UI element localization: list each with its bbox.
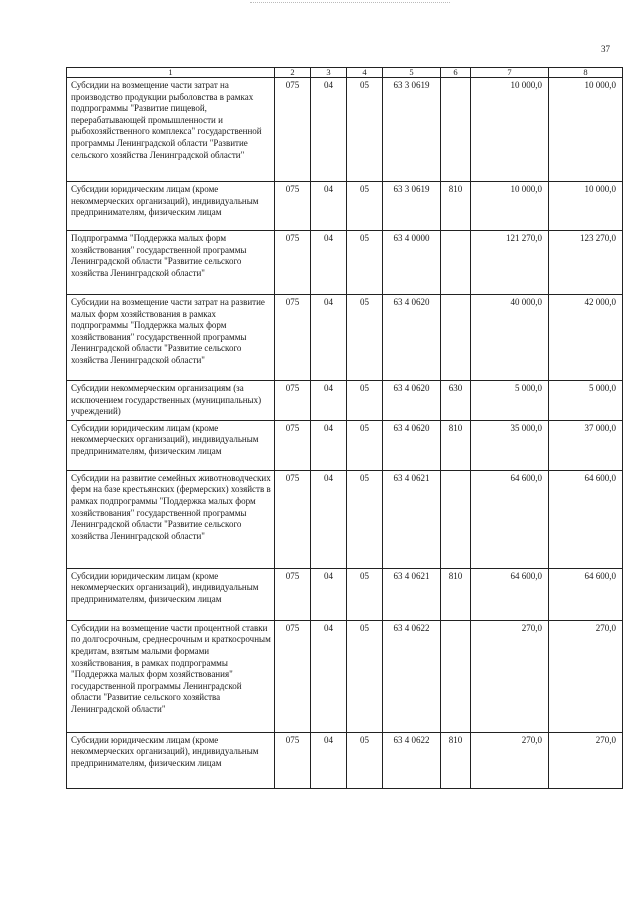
row-subsection: 05	[347, 78, 383, 182]
row-admin-code: 075	[275, 420, 311, 470]
row-amount-2: 64 600,0	[549, 568, 623, 620]
row-admin-code: 075	[275, 295, 311, 381]
row-subsection: 05	[347, 295, 383, 381]
row-amount-2: 10 000,0	[549, 182, 623, 231]
row-amount-2: 270,0	[549, 620, 623, 732]
budget-table	[66, 67, 623, 789]
row-name: Подпрограмма "Поддержка малых форм хозяйствования" государственной программы Ленинградской области "Развитие сельского хозяйства Ленинградской области"	[67, 231, 275, 295]
budget-table-container	[66, 67, 623, 789]
row-amount-2: 123 270,0	[549, 231, 623, 295]
row-name: Субсидии на возмещение части затрат на развитие малых форм хозяйствования в рамках подпрограммы "Поддержка малых форм хозяйствования" государственной программы Ленинградской области "Развитие сельского хозяйства Ленинградской области"	[67, 295, 275, 381]
row-subsection: 05	[347, 732, 383, 788]
row-amount-1: 5 000,0	[471, 381, 549, 421]
row-expense-type	[441, 470, 471, 568]
row-name: Субсидии на возмещение части затрат на производство продукции рыболовства в рамках подпрограммы "Развитие пищевой, перерабатывающей промышленности и рыбохозяйственного комплекса" государственной программы Ленинградской области "Развитие сельского хозяйства Ленинградской области"	[67, 78, 275, 182]
row-expense-type	[441, 231, 471, 295]
table-row	[67, 295, 623, 381]
row-target-article: 63 3 0619	[383, 78, 441, 182]
table-row	[67, 470, 623, 568]
row-amount-2: 10 000,0	[549, 78, 623, 182]
row-amount-2: 64 600,0	[549, 470, 623, 568]
table-row	[67, 381, 623, 421]
row-amount-1: 35 000,0	[471, 420, 549, 470]
row-target-article: 63 4 0620	[383, 420, 441, 470]
row-target-article: 63 3 0619	[383, 182, 441, 231]
row-subsection: 05	[347, 381, 383, 421]
row-target-article: 63 4 0620	[383, 295, 441, 381]
row-amount-1: 40 000,0	[471, 295, 549, 381]
header-col-6: 6	[441, 68, 471, 78]
row-expense-type	[441, 295, 471, 381]
table-row	[67, 182, 623, 231]
row-amount-2: 5 000,0	[549, 381, 623, 421]
row-amount-2: 37 000,0	[549, 420, 623, 470]
row-target-article: 63 4 0622	[383, 732, 441, 788]
row-subsection: 05	[347, 470, 383, 568]
header-col-2: 2	[275, 68, 311, 78]
row-expense-type: 630	[441, 381, 471, 421]
row-amount-2: 42 000,0	[549, 295, 623, 381]
row-target-article: 63 4 0621	[383, 568, 441, 620]
row-expense-type	[441, 620, 471, 732]
row-amount-1: 10 000,0	[471, 182, 549, 231]
row-admin-code: 075	[275, 620, 311, 732]
row-section: 04	[311, 420, 347, 470]
row-section: 04	[311, 381, 347, 421]
row-admin-code: 075	[275, 231, 311, 295]
table-row	[67, 231, 623, 295]
row-amount-2: 270,0	[549, 732, 623, 788]
table-row	[67, 732, 623, 788]
row-name: Субсидии юридическим лицам (кроме некоммерческих организаций), индивидуальным предпринимателям, физическим лицам	[67, 732, 275, 788]
row-subsection: 05	[347, 568, 383, 620]
row-target-article: 63 4 0622	[383, 620, 441, 732]
row-name: Субсидии юридическим лицам (кроме некоммерческих организаций), индивидуальным предпринимателям, физическим лицам	[67, 420, 275, 470]
row-target-article: 63 4 0621	[383, 470, 441, 568]
row-name: Субсидии некоммерческим организациям (за исключением государственных (муниципальных) учреждений)	[67, 381, 275, 421]
row-admin-code: 075	[275, 470, 311, 568]
header-col-7: 7	[471, 68, 549, 78]
row-admin-code: 075	[275, 381, 311, 421]
header-col-4: 4	[347, 68, 383, 78]
header-col-1: 1	[67, 68, 275, 78]
row-admin-code: 075	[275, 568, 311, 620]
row-expense-type: 810	[441, 420, 471, 470]
header-col-3: 3	[311, 68, 347, 78]
row-name: Субсидии на возмещение части процентной ставки по долгосрочным, среднесрочным и краткосрочным кредитам, взятым малыми формами хозяйствования, в рамках подпрограммы "Поддержка малых форм хозяйствования" государственной программы Ленинградской области "Развитие сельского хозяйства Ленинградской области"	[67, 620, 275, 732]
row-subsection: 05	[347, 620, 383, 732]
row-amount-1: 270,0	[471, 732, 549, 788]
row-name: Субсидии на развитие семейных животноводческих ферм на базе крестьянских (фермерских) хозяйств в рамках подпрограммы "Поддержка малых форм хозяйствования" государственной программы Ленинградской области "Развитие сельского хозяйства Ленинградской области"	[67, 470, 275, 568]
table-row	[67, 420, 623, 470]
page-number: 37	[601, 44, 610, 54]
table-row	[67, 620, 623, 732]
row-section: 04	[311, 568, 347, 620]
table-row	[67, 568, 623, 620]
row-section: 04	[311, 470, 347, 568]
row-section: 04	[311, 732, 347, 788]
header-col-5: 5	[383, 68, 441, 78]
scan-artifact	[250, 2, 450, 6]
row-section: 04	[311, 295, 347, 381]
row-admin-code: 075	[275, 78, 311, 182]
row-amount-1: 121 270,0	[471, 231, 549, 295]
row-expense-type	[441, 78, 471, 182]
row-subsection: 05	[347, 231, 383, 295]
row-target-article: 63 4 0620	[383, 381, 441, 421]
row-expense-type: 810	[441, 568, 471, 620]
row-amount-1: 64 600,0	[471, 568, 549, 620]
row-subsection: 05	[347, 420, 383, 470]
row-section: 04	[311, 620, 347, 732]
row-admin-code: 075	[275, 732, 311, 788]
row-subsection: 05	[347, 182, 383, 231]
row-amount-1: 270,0	[471, 620, 549, 732]
row-section: 04	[311, 231, 347, 295]
row-expense-type: 810	[441, 732, 471, 788]
row-name: Субсидии юридическим лицам (кроме некоммерческих организаций), индивидуальным предпринимателям, физическим лицам	[67, 182, 275, 231]
row-admin-code: 075	[275, 182, 311, 231]
row-target-article: 63 4 0000	[383, 231, 441, 295]
table-header-row	[67, 68, 623, 78]
row-amount-1: 10 000,0	[471, 78, 549, 182]
row-expense-type: 810	[441, 182, 471, 231]
header-col-8: 8	[549, 68, 623, 78]
row-section: 04	[311, 78, 347, 182]
table-row	[67, 78, 623, 182]
row-amount-1: 64 600,0	[471, 470, 549, 568]
row-section: 04	[311, 182, 347, 231]
row-name: Субсидии юридическим лицам (кроме некоммерческих организаций), индивидуальным предпринимателям, физическим лицам	[67, 568, 275, 620]
